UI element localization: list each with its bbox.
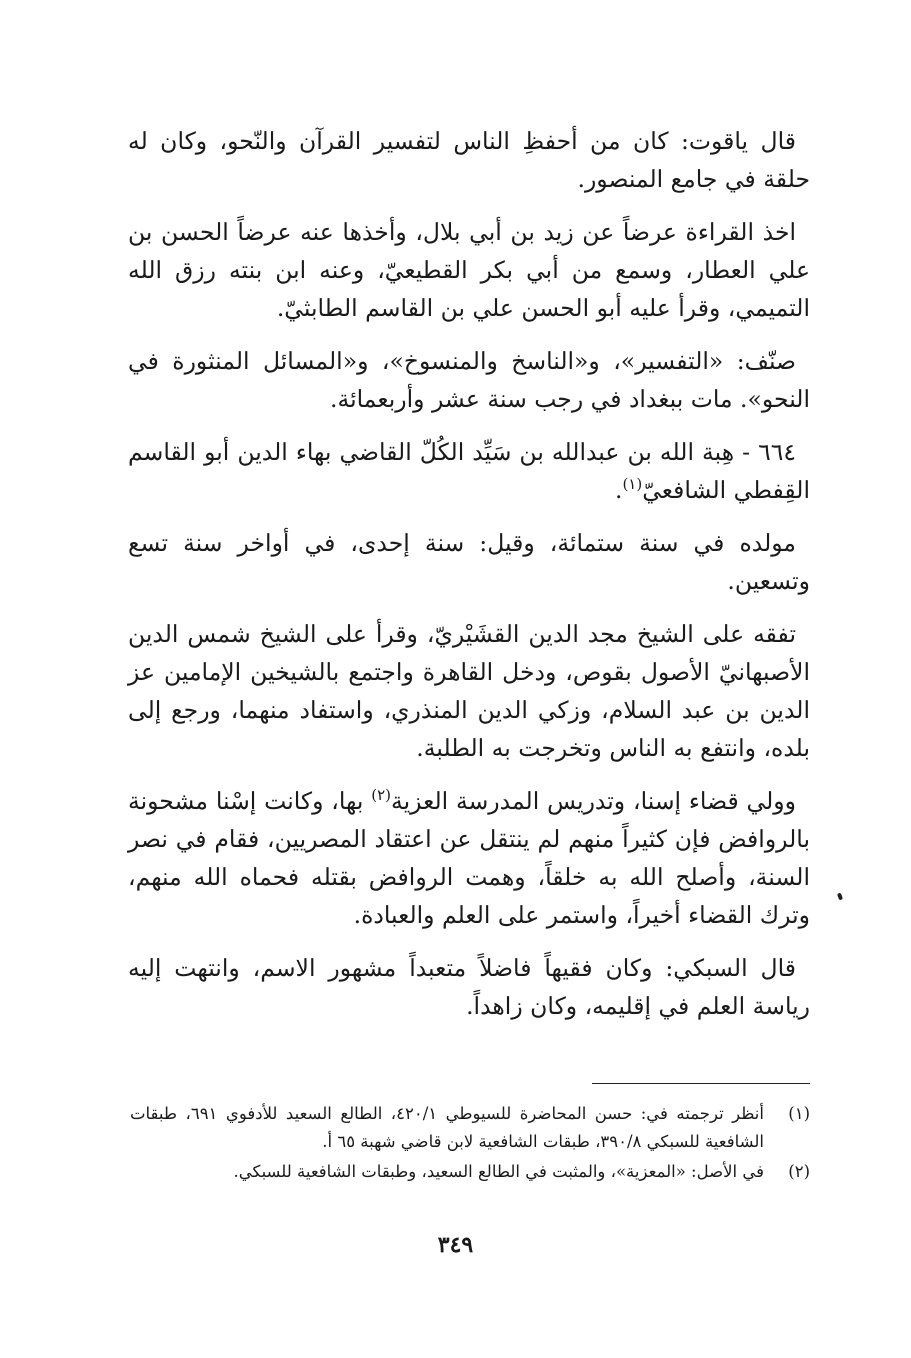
paragraph-works: صنّف: «التفسير»، و«الناسخ والمنسوخ»، و«المسائل المنثورة في النحو». مات ببغداد في رجب سنة عشر وأربعمائة. [128, 347, 810, 413]
paragraph-subki-quote: قال السبكي: وكان فقيهاً فاضلاً متعبداً مشهور الاسم، وانتهت إليه رياسة العلم في إقليمه، وكان زاهداً. [128, 954, 810, 1020]
main-text [128, 122, 810, 1040]
footnote-ref-2: (٢) [371, 786, 392, 805]
paragraph-study: تفقه على الشيخ مجد الدين القشَيْريّ، وقرأ على الشيخ شمس الدين الأصبهانيّ الأصول بقوص، ودخل القاهرة واجتمع بالشيخين الإمامين عز الدين بن عبد السلام، وزكي الدين المنذري، واستفاد منهما، ورجع إلى بلده، وانتفع به الناس وتخرجت به الطلبة. [128, 620, 810, 762]
footnote-divider [592, 1083, 810, 1084]
stray-ink-mark [837, 893, 843, 901]
footnote-2 [130, 1158, 810, 1186]
footnote-text: أنظر ترجمته في: حسن المحاضرة للسيوطي ٤٢٠/١، الطالع السعيد للأدفوي ٦٩١، طبقات الشافعية للسبكي ٣٩٠/٨، طبقات الشافعية لابن قاضي شهبة ٦٥ أ. [130, 1104, 764, 1151]
footnote-1 [130, 1100, 810, 1156]
footnote-number: (٢) [788, 1162, 810, 1181]
footnote-number: (١) [788, 1104, 810, 1123]
entry-heading-664: ٦٦٤ - هِبة الله بن عبدالله بن سَيِّد الكُلّ القاضي بهاء الدين أبو القاسم القِفطي الشافعيّ$^{(١)}$. [128, 438, 810, 504]
paragraph-qiraah: اخذ القراءة عرضاً عن زيد بن أبي بلال، وأخذها عنه عرضاً الحسن بن علي العطار، وسمع من أبي بكر القطيعيّ، وعنه ابن بنته رزق الله التميمي، وقرأ عليه أبو الحسن علي بن القاسم الطابثيّ. [128, 218, 810, 322]
footnote-text: في الأصل: «المعزية»، والمثبت في الطالع السعيد، وطبقات الشافعية للسبكي. [233, 1162, 764, 1181]
footnotes [130, 1100, 810, 1188]
judgeship-text-rest: بها، وكانت إسْنا مشحونة بالروافض فإن كثيراً منهم لم ينتقل عن اعتقاد المصريين، فقام في نصر السنة، وأصلح الله به خلقاً، وهمت الروافض بقتله فحماه الله منهم، وترك القضاء أخيراً، واستمر على العلم والعبادة. [128, 787, 810, 929]
page-number: ٣٤٩ [437, 1232, 474, 1258]
paragraph-birth: مولده في سنة ستمائة، وقيل: سنة إحدى، في أواخر سنة تسع وتسعين. [128, 529, 810, 595]
footnote-ref-1: (١) [622, 475, 643, 494]
paragraph-judgeship [128, 782, 810, 934]
paragraph-yaqut-quote: قال ياقوت: كان من أحفظِ الناس لتفسير القرآن والنّحو، وكان له حلقة في جامع المنصور. [128, 127, 810, 193]
judgeship-text-start: وولي قضاء إسنا، وتدريس المدرسة العزية [391, 787, 796, 815]
entry-title: ٦٦٤ - هِبة الله بن عبدالله بن سَيِّد الكُلّ القاضي بهاء الدين أبو القاسم القِفطي الشافعيّ [128, 438, 810, 504]
